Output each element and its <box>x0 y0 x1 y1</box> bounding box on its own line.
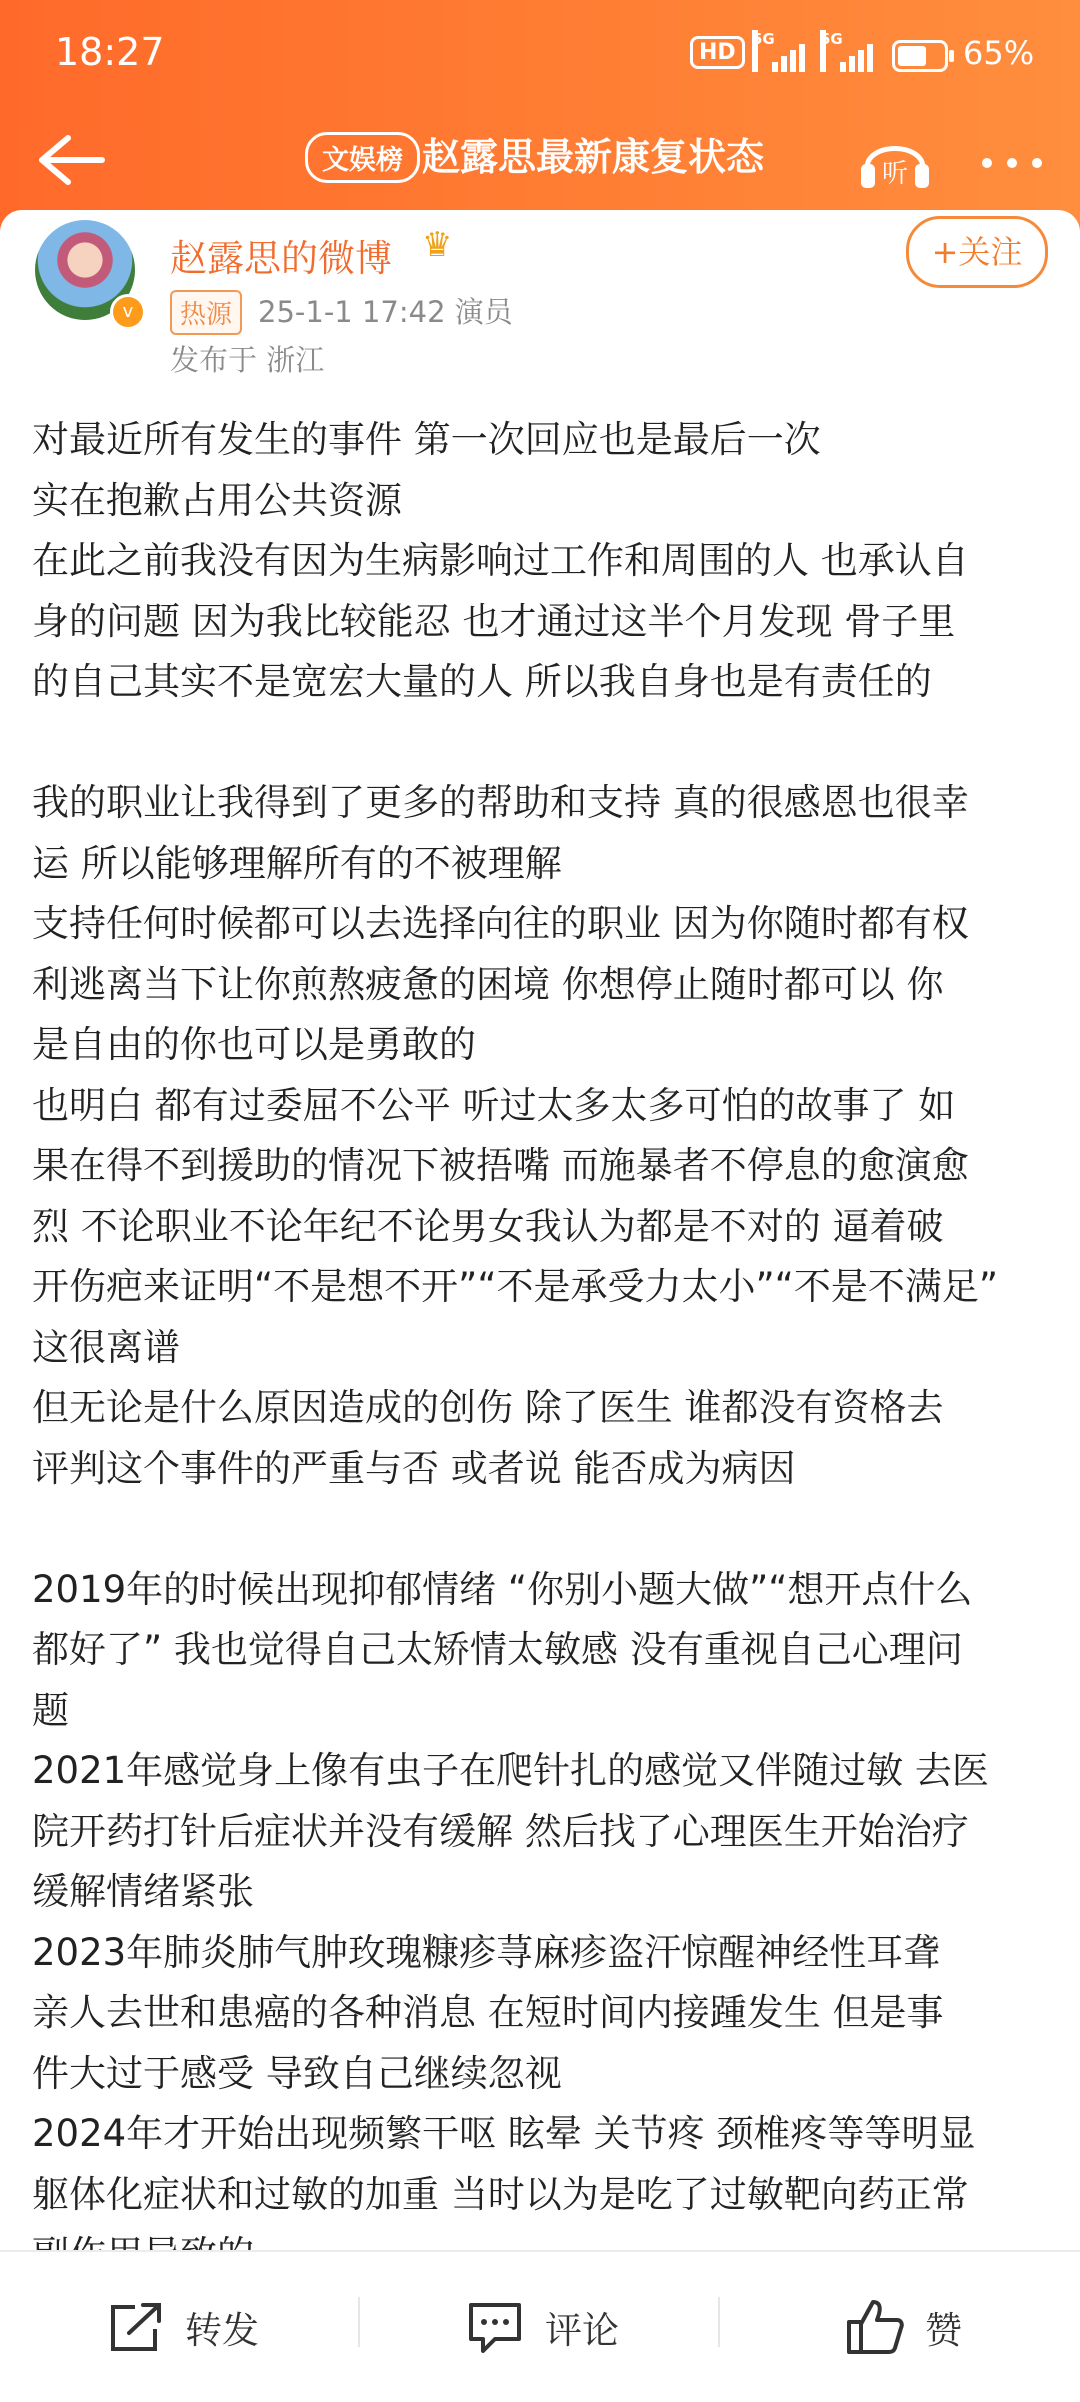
post-text-line: 这很离谱 <box>32 1325 180 1369</box>
post-text-line: 2021年感觉身上像有虫子在爬针扎的感觉又伴随过敏 去医 <box>32 1749 989 1792</box>
post-text-line: 2023年肺炎肺气肿玫瑰糠疹荨麻疹盗汗惊醒神经性耳聋 <box>32 1930 941 1974</box>
post-text-line: 运 所以能够理解所有的不被理解 <box>32 841 562 885</box>
post-text-line: 利逃离当下让你煎熬疲惫的困境 你想停止随时都可以 你 <box>32 962 944 1006</box>
post-text-line: 都好了” 我也觉得自己太矫情太敏感 没有重视自己心理问 <box>32 1628 963 1671</box>
post-text-line: 是自由的你也可以是勇敢的 <box>32 1023 476 1066</box>
post-text-line: 对最近所有发生的事件 第一次回应也是最后一次 <box>32 418 821 461</box>
hotlist-badge[interactable]: 文娱榜 <box>305 132 420 183</box>
blank-line <box>32 713 1052 774</box>
status-time: 18:27 <box>55 30 165 74</box>
post-text-line: 身的问题 因为我比较能忍 也才通过这半个月发现 骨子里 <box>32 599 956 643</box>
more-options-icon[interactable] <box>982 158 1042 168</box>
vip-crown-icon: ♛ <box>422 225 453 265</box>
blank-line <box>32 1499 1052 1560</box>
comment-icon <box>465 2299 525 2355</box>
post-text-line: 实在抱歉占用公共资源 <box>32 478 402 522</box>
post-text-line: 2019年的时候出现抑郁情绪 “你别小题大做”“想开点什么 <box>32 1567 973 1611</box>
post-text-line: 亲人去世和患癌的各种消息 在短时间内接踵发生 但是事 <box>32 1991 944 2034</box>
action-bar <box>0 2250 1080 2402</box>
signal-icon-2: 5G <box>820 36 875 72</box>
post-text-line: 的自己其实不是宽宏大量的人 所以我自身也是有责任的 <box>32 660 932 703</box>
post-text-line: 院开药打针后症状并没有缓解 然后找了心理医生开始治疗 <box>32 1809 969 1853</box>
post-text-line: 在此之前我没有因为生病影响过工作和周围的人 也承认自 <box>32 539 969 582</box>
repost-label: 转发 <box>185 2309 259 2352</box>
battery-icon <box>892 40 948 72</box>
post-card <box>0 210 1080 2250</box>
post-location: 发布于 浙江 <box>170 343 325 377</box>
post-text-line: 开伤疤来证明“不是想不开”“不是承受力太小”“不是不满足” <box>32 1265 999 1308</box>
comment-button[interactable] <box>465 2252 619 2402</box>
page-title: 赵露思最新康复状态 <box>422 135 765 179</box>
follow-button[interactable]: +关注 <box>906 216 1048 288</box>
post-text-line: 烈 不论职业不论年纪不论男女我认为都是不对的 逼着破 <box>32 1204 944 1248</box>
post-text-line: 果在得不到援助的情况下被捂嘴 而施暴者不停息的愈演愈 <box>32 1144 969 1187</box>
hd-indicator: HD <box>690 36 745 69</box>
post-text-line: 我的职业让我得到了更多的帮助和支持 真的很感恩也很幸 <box>32 781 969 824</box>
battery-percent: 65% <box>963 34 1035 72</box>
hot-source-tag: 热源 <box>170 290 242 335</box>
comment-label: 评论 <box>545 2309 619 2352</box>
post-text-line: 2024年才开始出现频繁干呕 眩晕 关节疼 颈椎疼等等明显 <box>32 2112 976 2155</box>
post-text-line: 缓解情绪紧张 <box>32 1870 254 1913</box>
status-bar <box>0 0 1080 110</box>
svg-text:听: 听 <box>881 159 909 189</box>
post-text-line: 支持任何时候都可以去选择向往的职业 因为你随时都有权 <box>32 902 969 945</box>
listen-headphones-icon[interactable] <box>855 122 935 196</box>
post-text-line: 但无论是什么原因造成的创伤 除了医生 谁都没有资格去 <box>32 1386 944 1429</box>
post-body <box>32 410 1052 2286</box>
like-button[interactable] <box>845 2252 962 2402</box>
post-text-line: 题 <box>32 1688 69 1732</box>
post-text-line: 件大过于感受 导致自己继续忽视 <box>32 2051 562 2095</box>
post-meta: 25-1-1 17:42 演员 <box>258 295 513 329</box>
back-arrow-icon[interactable] <box>30 130 110 190</box>
post-text-line: 躯体化症状和过敏的加重 当时以为是吃了过敏靶向药正常 <box>32 2172 969 2216</box>
signal-icon: 5G <box>752 36 807 72</box>
verified-badge-icon: v <box>110 294 146 330</box>
post-text-line: 评判这个事件的严重与否 或者说 能否成为病因 <box>32 1446 796 1490</box>
repost-icon <box>105 2299 165 2355</box>
thumbs-up-icon <box>845 2298 905 2356</box>
like-label: 赞 <box>925 2309 962 2352</box>
username[interactable]: 赵露思的微博 <box>170 237 392 280</box>
post-text-line: 也明白 都有过委屈不公平 听过太多太多可怕的故事了 如 <box>32 1083 956 1127</box>
repost-button[interactable] <box>105 2252 259 2402</box>
